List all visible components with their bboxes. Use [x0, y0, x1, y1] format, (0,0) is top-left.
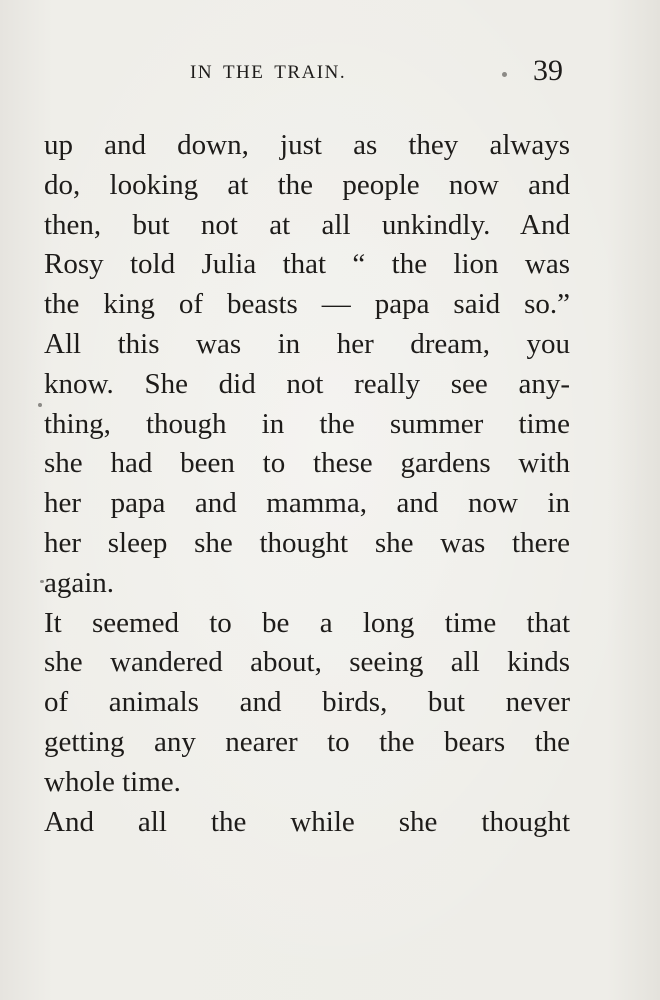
ink-speck — [502, 72, 507, 77]
text-line: up and down, just as they always — [44, 129, 570, 161]
page-number: 39 — [533, 54, 563, 87]
page-header — [0, 54, 660, 88]
ink-speck — [38, 403, 42, 407]
text-line: then, but not at all unkindly. And — [44, 208, 570, 241]
text-line: her papa and mamma, and now in — [44, 487, 570, 520]
ink-speck — [40, 580, 44, 583]
text-line: And all the while she thought — [44, 805, 570, 838]
text-line: Rosy told Julia that “ the lion was — [44, 248, 570, 281]
text-line: getting any nearer to the bears the — [44, 725, 570, 758]
text-line: It seemed to be a long time that — [44, 606, 570, 639]
text-line: she had been to these gardens with — [44, 447, 570, 480]
text-line: her sleep she thought she was there — [44, 526, 570, 559]
text-line: of animals and birds, but never — [44, 686, 570, 719]
text-line: whole time. — [44, 765, 181, 798]
text-line: the king of beasts — papa said so.” — [44, 288, 570, 321]
text-line: again. — [44, 566, 115, 599]
text-line: she wandered about, seeing all kinds — [44, 646, 570, 679]
text-line: All this was in her dream, you — [44, 327, 570, 360]
text-line: thing, though in the summer time — [44, 407, 570, 440]
running-head: IN THE TRAIN. — [190, 62, 347, 83]
body-text — [44, 126, 570, 842]
text-line: know. She did not really see any- — [44, 367, 570, 400]
text-line: do, looking at the people now and — [44, 168, 570, 201]
